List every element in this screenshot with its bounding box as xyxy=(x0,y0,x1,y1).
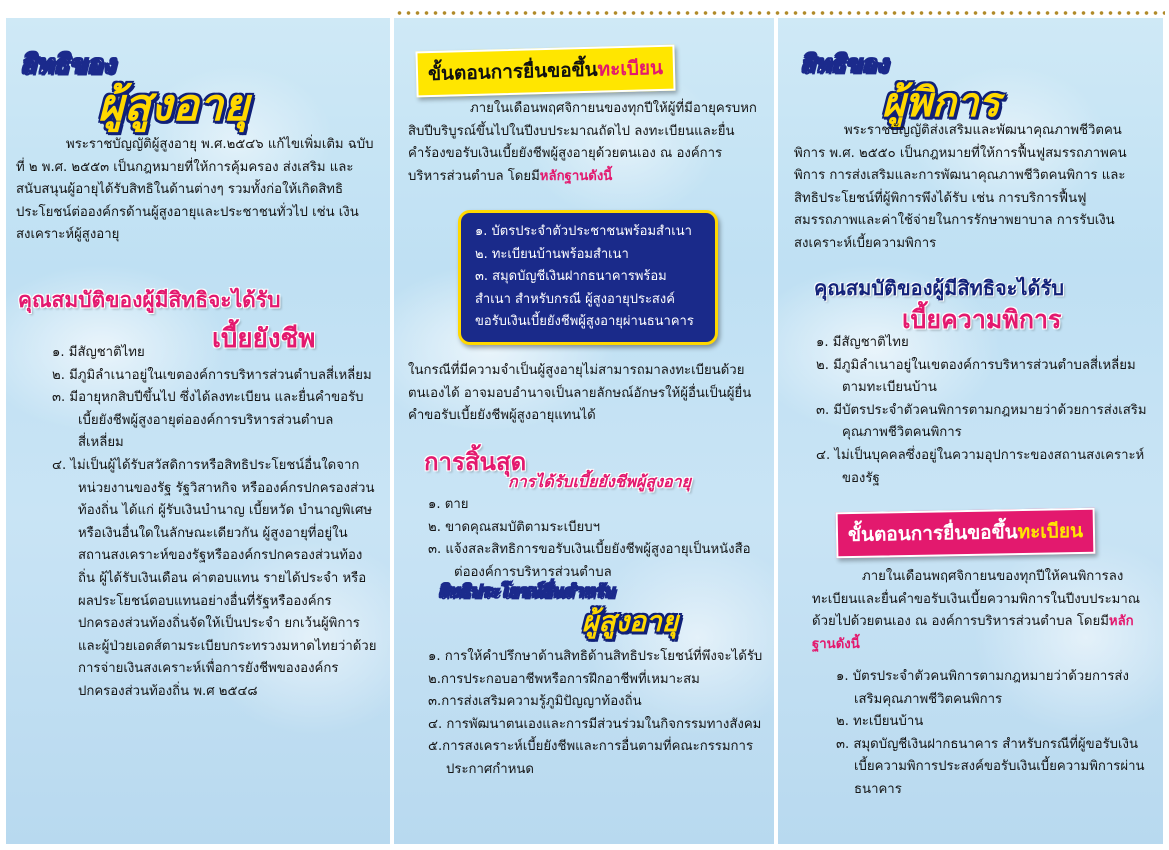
panel-registration xyxy=(394,18,774,844)
list-item: ๑. ตาย xyxy=(428,497,469,512)
middle-banner-highlight: ทะเบียน xyxy=(597,56,664,81)
list-item: ๔. ไม่เป็นผู้ได้รับสวัสดิการหรือสิทธิประโยชน์อื่นใดจากหน่วยงานของรัฐ รัฐวิสาหกิจ หรือองค์กรปกครองส่วนท้องถิ่น ได้แก่ ผู้รับเงินบำนาญ เบี้ยหวัด บำนาญพิเศษ หรือเงินอื่นใดในลักษณะเดียวกัน ผู้สูงอายุที่อยู่ในสถานสงเคราะห์ของรัฐหรือองค์กรปกครองส่วนท้องถิ่น ผู้ได้รับเงินเดือน ค่าตอบแทน รายได้ประจำ หรือผลประโยชน์ตอบแทนอย่างอื่นที่รัฐหรือองค์กรปกครองส่วนท้องถิ่นจัดให้เป็นประจำ ยกเว้นผู้พิการและผู้ป่วยเอดส์ตามระเบียบกระทรวงมหาดไทยว่าด้วยการจ่ายเงินสงเคราะห์เพื่อการยังชีพขององค์กรปกครองส่วนท้องถิ่น พ.ศ ๒๕๔๘ xyxy=(52,457,377,699)
end-list xyxy=(428,494,760,584)
right-intro: พระราชบัญญัติส่งเสริมและพัฒนาคุณภาพชีวิตคนพิการ พ.ศ. ๒๕๕๐ เป็นกฎหมายที่ให้การฟื้นฟูสมรรถภาพคนพิการ การส่งเสริมและการพัฒนาคุณภาพชีวิตคนพิการ และสิทธิประโยชน์ที่ผู้พิการพึงได้รับ เช่น การบริการฟื้นฟูสมรรถภาพและค่าใช้จ่ายในการรักษาพยาบาล การรับเงินสงเคราะห์เบี้ยความพิการ xyxy=(794,123,1127,251)
list-item: ๓. แจ้งสละสิทธิการขอรับเงินเบี้ยยังชีพผู้สูงอายุเป็นหนังสือต่อองค์การบริหารส่วนตำบล xyxy=(428,542,751,580)
right-qual-list xyxy=(816,332,1148,490)
list-item: ๑. มีสัญชาติไทย xyxy=(52,345,145,360)
list-item: ๑. การให้คำปรึกษาด้านสิทธิด้านสิทธิประโยชน์ที่พึงจะได้รับ xyxy=(428,649,763,664)
list-item: ๓.การส่งเสริมความรู้ภูมิปัญญาท้องถิ่น xyxy=(428,694,642,710)
panel-disability-rights xyxy=(778,18,1163,844)
end-heading-2: การได้รับเบี้ยยังชีพผู้สูงอายุ xyxy=(508,472,691,491)
benefit-list xyxy=(428,646,764,782)
list-item: ๓. มีบัตรประจำตัวคนพิการตามกฎหมายว่าด้วยการส่งเสริมคุณภาพชีวิตคนพิการ xyxy=(816,402,1147,441)
right-title-big: ผู้พิการ xyxy=(882,80,1000,126)
benefit-title-big: ผู้สูงอายุ xyxy=(582,605,679,638)
list-item: ๓. มีอายุหกสิบปีขึ้นไป ซึ่งได้ลงทะเบียน และยื่นคำขอรับเบี้ยยังชีพผู้สูงอายุต่อองค์การบริหารส่วนตำบลสี่เหลี่ยม xyxy=(52,390,364,451)
right-qual-heading-2: เบี้ยความพิการ xyxy=(902,305,1062,334)
left-intro: พระราชบัญญัติผู้สูงอายุ พ.ศ.๒๕๔๖ แก้ไขเพิ่มเติม ฉบับที่ ๒ พ.ศ. ๒๕๕๓ เป็นกฎหมายที่ให้การคุ้มครอง ส่งเสริม และสนับสนุนผู้อายุได้รับสิทธิในด้านต่างๆ รวมทั้งก่อให้เกิดสิทธิประโยชน์ต่อองค์กรด้านผู้สูงอายุและประชาชนทั่วไป เช่น เงินสงเคราะห์ผู้สูงอายุ xyxy=(16,137,374,243)
left-qual-list xyxy=(52,342,378,704)
middle-banner-text: ขั้นตอนการยื่นขอขึ้น xyxy=(427,58,598,86)
doc-item: ๒. ทะเบียนบ้านพร้อมสำเนา xyxy=(475,246,629,262)
middle-para1 xyxy=(408,98,760,188)
list-item: ๒. ทะเบียนบ้าน xyxy=(836,714,924,730)
right-title-small: สิทธิของ xyxy=(800,50,888,78)
left-qual-heading: คุณสมบัติของผู้มีสิทธิจะได้รับ xyxy=(18,288,281,312)
list-item: ๔. ไม่เป็นบุคคลซึ่งอยู่ในความอุปการะของสถานสงเคราะห์ของรัฐ xyxy=(816,447,1145,486)
right-banner-text: ขั้นตอนการยื่นขอขึ้น xyxy=(847,521,1018,547)
left-qual-heading-2: เบี้ยยังชีพ xyxy=(212,324,316,354)
right-para-text: ภายในเดือนพฤศจิกายนของทุกปีให้คนพิการลงทะเบียนและยื่นคำขอรับเงินเบี้ยความพิการในปีงบประมาณด้วยไปด้วยตนเอง ณ องค์การบริหารส่วนตำบล โดยมี xyxy=(812,569,1140,630)
list-item: ๒. มีภูมิลำเนาอยู่ในเขตองค์การบริหารส่วนตำบลสี่เหลี่ยมตามทะเบียนบ้าน xyxy=(816,357,1136,396)
end-heading: การสิ้นสุด xyxy=(424,448,527,476)
list-item: ๑. บัตรประจำตัวคนพิการตามกฎหมายว่าด้วยการส่งเสริมคุณภาพชีวิตคนพิการ xyxy=(836,669,1129,707)
right-doc-list xyxy=(836,666,1150,802)
left-title-big: ผู้สูงอายุ xyxy=(98,80,250,131)
doc-item: ๑. บัตรประจำตัวประชาชนพร้อมสำเนา xyxy=(475,224,692,239)
middle-banner xyxy=(415,45,675,98)
list-item: ๑. มีสัญชาติไทย xyxy=(816,335,909,350)
doc-item: ๓. สมุดบัญชีเงินฝากธนาคารพร้อมสำเนา สำหรับกรณี ผู้สูงอายุประสงค์ขอรับเงินเบี้ยยังชีพผู้สูงอายุผ่านธนาคาร xyxy=(475,269,694,329)
left-title-small: สิทธิของ xyxy=(20,50,115,80)
right-para xyxy=(812,566,1146,656)
list-item: ๒.การประกอบอาชีพหรือการฝึกอาชีพที่เหมาะสม xyxy=(428,671,700,687)
list-item: ๕.การสงเคราะห์เบี้ยยังชีพและการอื่นตามที่คณะกรรมการประกาศกำหนด xyxy=(428,739,754,777)
list-item: ๒. มีภูมิลำเนาอยู่ในเขตองค์การบริหารส่วนตำบลสี่เหลี่ยม xyxy=(52,367,372,383)
top-dot-border xyxy=(395,8,1165,18)
list-item: ๒. ขาดคุณสมบัติตามระเบียบฯ xyxy=(428,519,601,535)
list-item: ๓. สมุดบัญชีเงินฝากธนาคาร สำหรับกรณีที่ผู้ขอรับเงินเบี้ยความพิการประสงค์ขอรับเงินเบี้ยความพิการผ่านธนาคาร xyxy=(836,736,1145,797)
middle-doc-box xyxy=(458,210,718,345)
benefit-title-small: สิทธิประโยชน์อื่นสำหรับ xyxy=(438,582,615,602)
list-item: ๔. การพัฒนาตนเองและการมีส่วนร่วมในกิจกรรมทางสังคม xyxy=(428,716,762,732)
right-banner xyxy=(836,508,1096,559)
right-qual-heading: คุณสมบัติของผู้มีสิทธิจะได้รับ xyxy=(814,276,1064,300)
panel-elderly-rights xyxy=(6,18,390,844)
middle-para1-text: ภายในเดือนพฤศจิกายนของทุกปีให้ผู้ที่มีอายุครบหกสิบปีบริบูรณ์ขึ้นไปในปีงบประมาณถัดไป ลงทะเบียนและยื่นคำร้องขอรับเงินเบี้ยยังชีพผู้สูงอายุด้วยตนเอง ณ องค์การบริหารส่วนตำบล โดยมี xyxy=(408,101,757,184)
middle-para1-highlight: หลักฐานดังนี้ xyxy=(539,168,613,184)
right-para-highlight: หลักฐานดังนี้ xyxy=(812,614,1134,652)
right-banner-highlight: ทะเบียน xyxy=(1017,519,1084,544)
middle-para2: ในกรณีที่มีความจำเป็นผู้สูงอายุไม่สามารถมาลงทะเบียนด้วยตนเองได้ อาจมอบอำนาจเป็นลายลักษณ์อักษรให้ผู้อื่นเป็นผู้ยื่นคำขอรับเบี้ยยังชีพผู้สูงอายุแทนได้ xyxy=(408,363,752,424)
